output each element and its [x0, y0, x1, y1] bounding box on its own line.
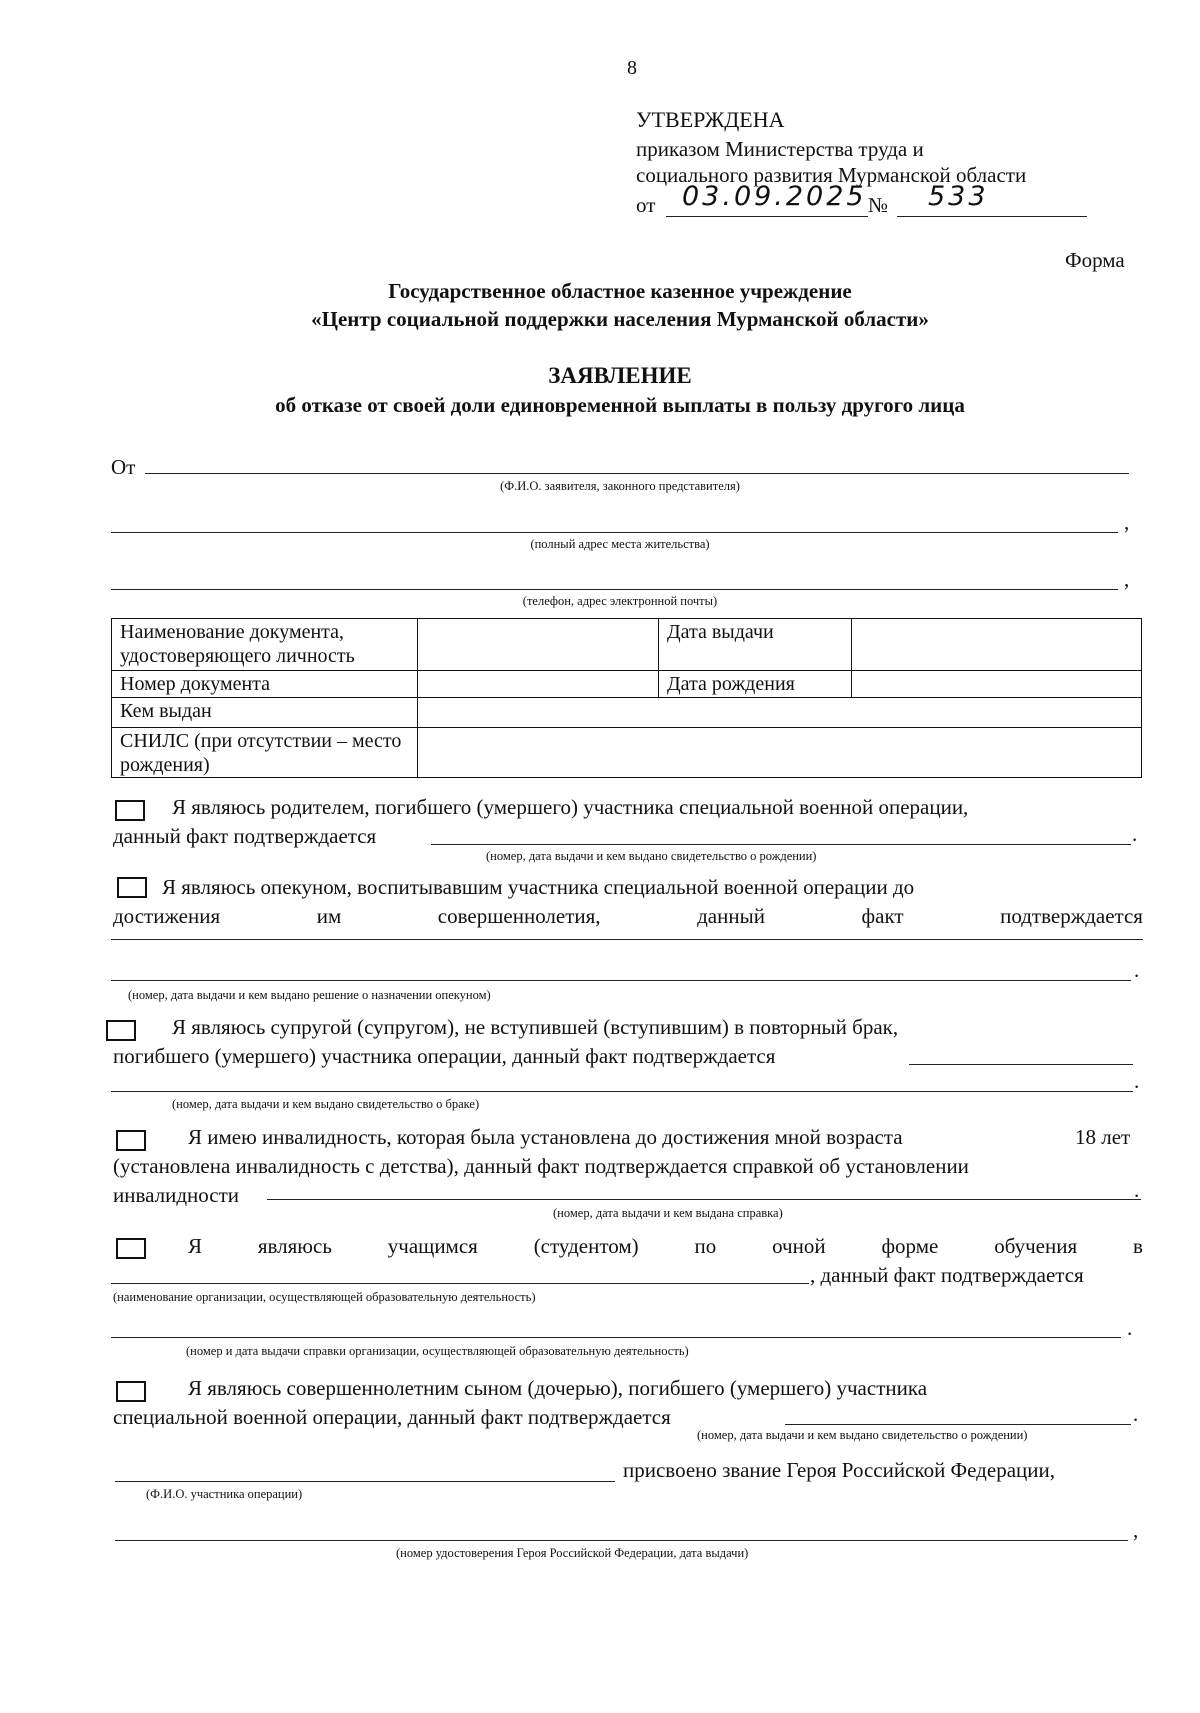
spouse-line-2: погибшего (умершего) участника операции, данный факт подтверждается — [113, 1044, 776, 1068]
participant-fio-caption: (Ф.И.О. участника операции) — [146, 1487, 303, 1501]
guardian-word: факт — [861, 904, 904, 928]
guardian-word: совершеннолетия, — [437, 904, 601, 928]
disability-line-2: (установлена инвалидность с детства), данный факт подтверждается справкой об установлении — [113, 1154, 969, 1178]
student-word: форме — [881, 1234, 939, 1258]
child-line-1: Я являюсь совершеннолетним сыном (дочерью), погибшего (умершего) участника — [188, 1376, 928, 1400]
guardian-proof-field-1[interactable] — [111, 939, 1143, 940]
spouse-proof-field-1[interactable] — [909, 1064, 1133, 1065]
guardian-proof-caption: (номер, дата выдачи и кем выдано решение о назначении опекуном) — [128, 988, 491, 1002]
parent-end-dot: . — [1132, 822, 1138, 846]
guardian-checkbox[interactable] — [117, 877, 147, 898]
spouse-end-dot: . — [1134, 1069, 1140, 1093]
order-number-line — [897, 216, 1087, 217]
hero-certificate-field[interactable] — [115, 1540, 1128, 1541]
issued-by-value[interactable] — [418, 698, 1142, 728]
birth-date-label: Дата рождения — [659, 671, 852, 698]
doc-name-value[interactable] — [418, 619, 659, 671]
guardian-word: подтверждается — [1000, 904, 1143, 928]
guardian-line-2 — [113, 904, 1143, 929]
order-number-handwritten: 533 — [928, 181, 989, 212]
student-word: Я — [188, 1234, 203, 1258]
disability-line-3: инвалидности — [113, 1183, 240, 1207]
disability-proof-caption: (номер, дата выдачи и кем выдана справка) — [553, 1206, 783, 1220]
student-word: в — [1132, 1234, 1143, 1258]
disability-end-dot: . — [1134, 1178, 1140, 1202]
student-org-field[interactable] — [111, 1283, 809, 1284]
student-word: по — [694, 1234, 717, 1258]
issue-date-value[interactable] — [852, 619, 1142, 671]
doc-number-value[interactable] — [418, 671, 659, 698]
document-subtitle: об отказе от своей доли единовременной выплаты в пользу другого лица — [275, 393, 965, 417]
student-checkbox[interactable] — [116, 1238, 146, 1259]
spouse-line-1: Я являюсь супругой (супругом), не вступившей (вступившим) в повторный брак, — [172, 1015, 899, 1039]
doc-number-label: Номер документа — [112, 671, 418, 698]
parent-line-1: Я являюсь родителем, погибшего (умершего) участника специальной военной операции, — [172, 795, 969, 819]
issue-date-label: Дата выдачи — [659, 619, 852, 671]
spouse-proof-caption: (номер, дата выдачи и кем выдано свидетельство о браке) — [172, 1097, 480, 1111]
hero-title-text: присвоено звание Героя Российской Федерации, — [623, 1458, 1055, 1482]
disability-line-1: Я имею инвалидность, которая была установлена до достижения мной возраста — [188, 1125, 903, 1149]
form-label: Форма — [1065, 248, 1125, 272]
student-cert-caption: (номер и дата выдачи справки организации, осуществляющей образовательную деятельность) — [186, 1344, 689, 1358]
snils-value[interactable] — [418, 728, 1142, 778]
spouse-proof-field-2[interactable] — [111, 1091, 1133, 1092]
institution-line-1: Государственное областное казенное учреждение — [388, 279, 852, 303]
guardian-word: достижения — [113, 904, 221, 928]
student-word: (студентом) — [533, 1234, 639, 1258]
spouse-checkbox[interactable] — [106, 1020, 136, 1041]
child-line-2: специальной военной операции, данный факт подтверждается — [113, 1405, 671, 1429]
from-label: От — [111, 455, 136, 479]
applicant-address-caption: (полный адрес места жительства) — [530, 537, 710, 551]
parent-checkbox[interactable] — [115, 800, 145, 821]
student-word: учащимся — [387, 1234, 478, 1258]
student-word: обучения — [994, 1234, 1078, 1258]
issued-by-label: Кем выдан — [112, 698, 418, 728]
order-number-label: № — [868, 193, 889, 217]
student-line-2: , данный факт подтверждается — [810, 1263, 1084, 1287]
guardian-word: данный — [697, 904, 765, 928]
doc-name-label: Наименование документа, удостоверяющего личность — [112, 619, 418, 671]
order-date-handwritten: 03.09.2025 — [682, 181, 867, 212]
child-proof-caption: (номер, дата выдачи и кем выдано свидетельство о рождении) — [697, 1428, 1028, 1442]
applicant-fio-caption: (Ф.И.О. заявителя, законного представителя) — [500, 479, 740, 493]
parent-proof-caption: (номер, дата выдачи и кем выдано свидетельство о рождении) — [486, 849, 817, 863]
approval-stamp: УТВЕРЖДЕНА — [636, 107, 785, 132]
hero-certificate-caption: (номер удостоверения Героя Российской Федерации, дата выдачи) — [396, 1546, 749, 1560]
disability-age: 18 лет — [1075, 1125, 1131, 1149]
applicant-contacts-caption: (телефон, адрес электронной почты) — [522, 594, 718, 608]
child-proof-field[interactable] — [785, 1424, 1131, 1425]
student-end-dot: . — [1127, 1316, 1133, 1340]
identity-document-table — [111, 618, 1142, 778]
page-number: 8 — [627, 57, 637, 79]
document-title: ЗАЯВЛЕНИЕ — [548, 363, 692, 388]
order-from-label: от — [636, 193, 656, 217]
disability-proof-field[interactable] — [267, 1199, 1141, 1200]
student-line-1 — [188, 1234, 1143, 1259]
order-line-2: социального развития Мурманской области — [636, 163, 1027, 187]
child-end-dot: . — [1133, 1402, 1139, 1426]
order-date-line — [666, 216, 868, 217]
disability-checkbox[interactable] — [116, 1130, 146, 1151]
student-word: очной — [772, 1234, 826, 1258]
student-cert-field[interactable] — [111, 1337, 1121, 1338]
guardian-word: им — [316, 904, 342, 928]
institution-line-2: «Центр социальной поддержки населения Мурманской области» — [311, 307, 929, 331]
participant-fio-field[interactable] — [115, 1481, 615, 1482]
child-checkbox[interactable] — [116, 1381, 146, 1402]
student-org-caption: (наименование организации, осуществляющей образовательную деятельность) — [113, 1290, 536, 1304]
guardian-proof-field-2[interactable] — [111, 980, 1131, 981]
applicant-contacts-field[interactable] — [111, 589, 1118, 590]
applicant-fio-field[interactable] — [145, 473, 1129, 474]
guardian-line-1: Я являюсь опекуном, воспитывавшим участника специальной военной операции до — [162, 875, 915, 899]
applicant-address-field[interactable] — [111, 532, 1118, 533]
snils-label: СНИЛС (при отсутствии – место рождения) — [112, 728, 418, 778]
contacts-comma: , — [1124, 567, 1130, 591]
parent-proof-field[interactable] — [431, 844, 1131, 845]
order-line-1: приказом Министерства труда и — [636, 137, 924, 161]
student-word: являюсь — [257, 1234, 332, 1258]
parent-line-2: данный факт подтверждается — [113, 824, 377, 848]
address-comma: , — [1124, 510, 1130, 534]
guardian-end-dot: . — [1134, 958, 1140, 982]
birth-date-value[interactable] — [852, 671, 1142, 698]
hero-comma: , — [1133, 1518, 1139, 1542]
